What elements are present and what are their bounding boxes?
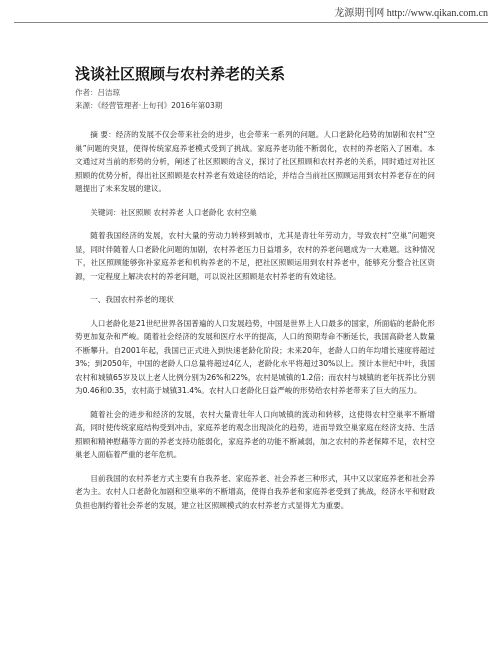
intro-paragraph: 随着我国经济的发展，农村大量的劳动力转移到城市，尤其是青壮年劳动力，导致农村“空巢”问题突显，同时伴随着人口老龄化问题的加剧，农村养老压力日益增多，农村的养老问题成为一大难题。这种情况下，社区照顾能够弥补家庭养老和机构养老的不足，把社区照顾运用到农村养老中，能够充分整合社区资源，一定程度上解决农村的养老问题，可以说社区照顾是农村养老的有效途径。 bbox=[75, 231, 435, 281]
abstract-paragraph: 摘 要：经济的发展不仅会带来社会的进步，也会带来一系列的问题。人口老龄化趋势的加剧和农村“空巢”问题的突显，使得传统家庭养老模式受到了挑战。家庭养老功能不断弱化，农村的养老陷入了困难。本文通过对当前的形势的分析，阐述了社区照顾的含义，探讨了社区照顾和农村养老的关系，同时通过对社区照顾的优势分析，得出社区照顾是农村养老有效途径的结论，并结合当前社区照顾运用到农村养老存在的问题提出了未来发展的建议。 bbox=[75, 130, 435, 193]
body-paragraph-3: 目前我国的农村养老方式主要有自我养老、家庭养老、社会养老三种形式，其中又以家庭养老和社会养老为主。农村人口老龄化加剧和空巢率的不断增高，使得自我养老和家庭养老受到了挑战，经济水平和财政负担也制约着社会养老的发展，建立社区照顾模式的农村养老方式显得尤为重要。 bbox=[75, 473, 435, 510]
site-header[interactable]: 龙源期刊网 http://www.qikan.com.cn bbox=[334, 8, 488, 19]
article-author: 作者：吕洁琼 bbox=[75, 88, 120, 97]
article-title: 浅谈社区照顾与农村养老的关系 bbox=[75, 65, 286, 83]
header-divider bbox=[14, 22, 488, 23]
article-body bbox=[75, 128, 435, 512]
section-heading: 一、我国农村养老的现状 bbox=[90, 295, 174, 304]
body-paragraph-2: 随着社会的进步和经济的发展，农村大量青壮年人口向城镇的流动和转移，这使得农村空巢率不断增高，同时使传统家庭结构受到冲击，家庭养老的观念出现淡化的趋势，进而导致空巢家庭在经济支持、生活照顾和精神慰藉等方面的养老支持功能弱化，家庭养老的功能不断减弱，加之农村的养老保障不足，农村空巢老人面临着严重的老年危机。 bbox=[75, 409, 435, 459]
body-paragraph-1: 人口老龄化是21世纪世界各国普遍的人口发展趋势，中国是世界上人口最多的国家，所面临的老龄化形势更加复杂和严峻。随着社会经济的发展和医疗水平的提高，人口的预期寿命不断延长，我国高龄老人数量不断攀升。自2001年起，我国已正式进入到快速老龄化阶段；未来20年，老龄人口的年均增长速度将超过3%；到2050年，中国的老龄人口总量将超过4亿人，老龄化水平将超过30%以上。预计本世纪中叶，我国农村和城镇65岁及以上老人比例分别为26%和22%，农村是城镇的1.2倍；而农村与城镇的老年抚养比分别为0.46和0.35，农村高于城镇31.4%。农村人口老龄化日益严峻的形势给农村养老带来了巨大的压力。 bbox=[75, 318, 435, 395]
article-source: 来源：《经营管理者·上旬刊》2016年第03期 bbox=[75, 101, 223, 110]
keywords-paragraph: 关键词：社区照顾 农村养老 人口老龄化 农村空巢 bbox=[90, 207, 257, 217]
